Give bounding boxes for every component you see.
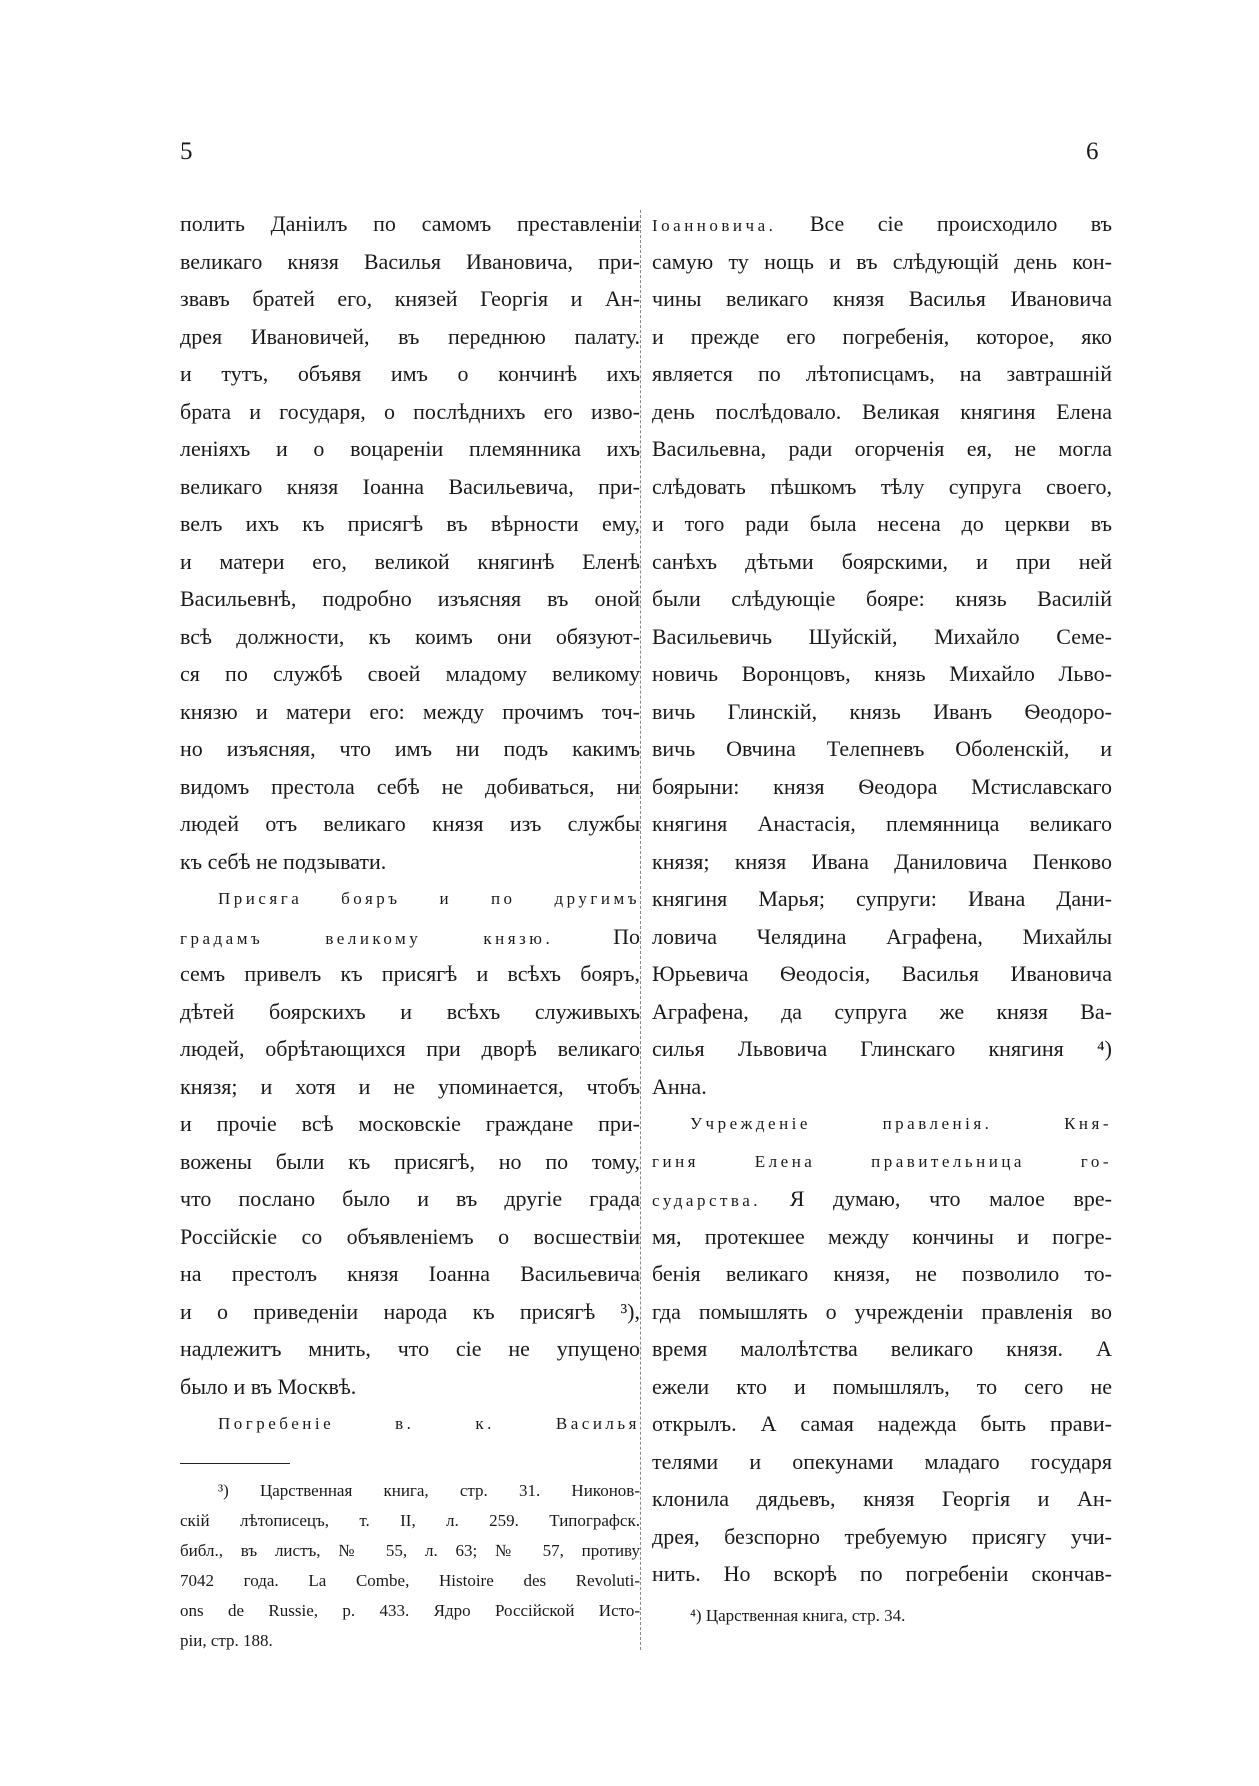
section-heading: Учрежденіе правленія. Кня- bbox=[690, 1114, 1112, 1133]
text-line: что послано было и въ другіе града bbox=[180, 1186, 640, 1211]
text-line: день послѣдовало. Великая княгиня Елена bbox=[652, 398, 1112, 424]
page-number-left: 5 bbox=[180, 138, 193, 165]
text-line: и прежде его погребенія, которое, яко bbox=[652, 323, 1112, 349]
text-fragment: Все сіе происходило въ bbox=[809, 211, 1112, 236]
text-line: чины великаго князя Василья Ивановича bbox=[652, 286, 1112, 311]
column-divider bbox=[640, 210, 641, 1650]
text-line: мя, протекшее между кончины и погре- bbox=[652, 1223, 1112, 1249]
text-line: и тутъ, объявя имъ о кончинѣ ихъ bbox=[180, 361, 640, 386]
footnote-line: 7042 года. La Combe, Histoire des Revoluti- bbox=[180, 1570, 640, 1590]
section-heading: Погребеніе в. к. Василья bbox=[218, 1414, 640, 1433]
text-line: гда помышлять о учрежденіи правленія во bbox=[652, 1298, 1112, 1324]
footnote-line: библ., въ листъ, № 55, л. 63; № 57, противу bbox=[180, 1540, 640, 1560]
text-line: князя; князя Ивана Даниловича Пенково bbox=[652, 848, 1112, 874]
text-line: бенія великаго князя, не позволило то- bbox=[652, 1261, 1112, 1286]
text-line: Аграфена, да супруга же князя Ва- bbox=[652, 998, 1112, 1024]
footnote-rule bbox=[180, 1463, 290, 1464]
text-line: леніяхъ и о воцареніи племянника ихъ bbox=[180, 436, 640, 461]
footnote-line: ріи, стр. 188. bbox=[180, 1630, 273, 1650]
text-line: время малолѣтства великаго князя. А bbox=[652, 1336, 1112, 1361]
text-line: звавъ братей его, князей Георгія и Ан- bbox=[180, 286, 640, 311]
text-line: людей отъ великаго князя изъ службы bbox=[180, 811, 640, 836]
text-line: дѣтей боярскихъ и всѣхъ служивыхъ bbox=[180, 998, 640, 1024]
text-line: людей, обрѣтающихся при дворѣ великаго bbox=[180, 1036, 640, 1061]
text-line: Россійскіе со объявленіемъ о восшествіи bbox=[180, 1223, 640, 1249]
text-line: надлежитъ мнить, что сіе не упущено bbox=[180, 1336, 640, 1361]
section-heading: сударства. bbox=[652, 1191, 762, 1210]
text-line: полить Даніилъ по самомъ преставленіи bbox=[180, 211, 640, 236]
text-line: вичь Овчина Телепневъ Оболенскій, и bbox=[652, 736, 1112, 761]
text-line: княгиня Анастасія, племянница великаго bbox=[652, 811, 1112, 836]
footnote-line: ⁴) Царственная книга, стр. 34. bbox=[690, 1605, 906, 1625]
text-line: брата и государя, о послѣднихъ его изво- bbox=[180, 398, 640, 424]
text-line: самую ту нощь и въ слѣдующій день кон- bbox=[652, 248, 1112, 274]
text-line: великаго князя Іоанна Васильевича, при- bbox=[180, 473, 640, 499]
text-line: семъ привелъ къ присягѣ и всѣхъ бояръ, bbox=[180, 961, 640, 986]
text-line: Васильевнѣ, подробно изъясняя въ оной bbox=[180, 586, 640, 611]
text-line: Анна. bbox=[652, 1073, 707, 1099]
text-line: и прочіе всѣ московскіе граждане при- bbox=[180, 1111, 640, 1136]
text-line bbox=[652, 205, 1112, 243]
text-fragment: По bbox=[613, 923, 640, 949]
text-line: великаго князя Василья Ивановича, при- bbox=[180, 248, 640, 274]
text-line: но изъясняя, что имъ ни подъ какимъ bbox=[180, 736, 640, 761]
text-line: видомъ престола себѣ не добиваться, ни bbox=[180, 773, 640, 799]
text-line: велъ ихъ къ присягѣ въ вѣрности ему, bbox=[180, 511, 640, 536]
text-line: вичь Глинскій, князь Иванъ Ѳеодоро- bbox=[652, 698, 1112, 724]
text-line: къ себѣ не подзывати. bbox=[180, 848, 387, 874]
text-line: на престолъ князя Іоанна Васильевича bbox=[180, 1261, 640, 1286]
footnote-line: ons de Russie, p. 433. Ядро Россійской Исто- bbox=[180, 1600, 640, 1620]
section-heading: Іоанновича. bbox=[652, 216, 777, 235]
section-heading: Присяга бояръ и по другимъ bbox=[218, 889, 640, 908]
text-line bbox=[180, 918, 640, 956]
text-line: Васильевичь Шуйскій, Михайло Семе- bbox=[652, 623, 1112, 649]
text-line: всѣ должности, къ коимъ они обязуют- bbox=[180, 623, 640, 649]
text-line: силья Львовича Глинскаго княгиня ⁴) bbox=[652, 1036, 1112, 1061]
page-number-right: 6 bbox=[1086, 138, 1099, 165]
text-line: Васильевна, ради огорченія ея, не могла bbox=[652, 436, 1112, 461]
text-line: ловича Челядина Аграфена, Михайлы bbox=[652, 923, 1112, 949]
text-line: Юрьевича Ѳеодосія, Василья Ивановича bbox=[652, 961, 1112, 986]
text-line: ежели кто и помышлялъ, то сего не bbox=[652, 1373, 1112, 1399]
text-line: и того ради была несена до церкви въ bbox=[652, 511, 1112, 536]
text-line: княгиня Марья; супруги: Ивана Дани- bbox=[652, 886, 1112, 911]
text-fragment: Я думаю, что малое вре- bbox=[789, 1186, 1112, 1211]
text-line: ся по службѣ своей младому великому bbox=[180, 661, 640, 686]
section-heading: градамъ великому князю. bbox=[180, 928, 554, 948]
text-line: дрея, безспорно требуемую присягу учи- bbox=[652, 1523, 1112, 1549]
text-line: и о приведеніи народа къ присягѣ ³), bbox=[180, 1298, 640, 1324]
text-line: были слѣдующіе бояре: князь Василій bbox=[652, 586, 1112, 611]
text-line: князя; и хотя и не упоминается, чтобъ bbox=[180, 1073, 640, 1099]
text-line: клонила дядьевъ, князя Георгія и Ан- bbox=[652, 1486, 1112, 1511]
text-line: было и въ Москвѣ. bbox=[180, 1373, 357, 1399]
text-line: открылъ. А самая надежда быть прави- bbox=[652, 1411, 1112, 1436]
footnote-line: ³) Царственная книга, стр. 31. Никонов- bbox=[218, 1480, 640, 1500]
text-line: боярыни: князя Ѳеодора Мстиславскаго bbox=[652, 773, 1112, 799]
left-column bbox=[180, 205, 640, 1656]
text-line: телями и опекунами младаго государя bbox=[652, 1448, 1112, 1474]
text-line: является по лѣтописцамъ, на завтрашній bbox=[652, 361, 1112, 386]
text-line: дрея Ивановичей, въ переднюю палату. bbox=[180, 323, 640, 349]
text-line: новичь Воронцовъ, князь Михайло Льво- bbox=[652, 661, 1112, 686]
text-line: и матери его, великой княгинѣ Еленѣ bbox=[180, 548, 640, 574]
text-line: санѣхъ дѣтьми боярскими, и при ней bbox=[652, 548, 1112, 574]
text-line: князю и матери его: между прочимъ точ- bbox=[180, 698, 640, 724]
text-line: вожены были къ присягѣ, но по тому, bbox=[180, 1148, 640, 1174]
section-heading: гиня Елена правительница го- bbox=[652, 1151, 1112, 1171]
right-column bbox=[652, 205, 1112, 1631]
footnote-line: скій лѣтописецъ, т. II, л. 259. Типографск. bbox=[180, 1510, 640, 1530]
text-line: слѣдовать пѣшкомъ тѣлу супруга своего, bbox=[652, 473, 1112, 499]
text-line: нить. Но вскорѣ по погребеніи скончав- bbox=[652, 1561, 1112, 1586]
text-line bbox=[652, 1180, 1112, 1218]
